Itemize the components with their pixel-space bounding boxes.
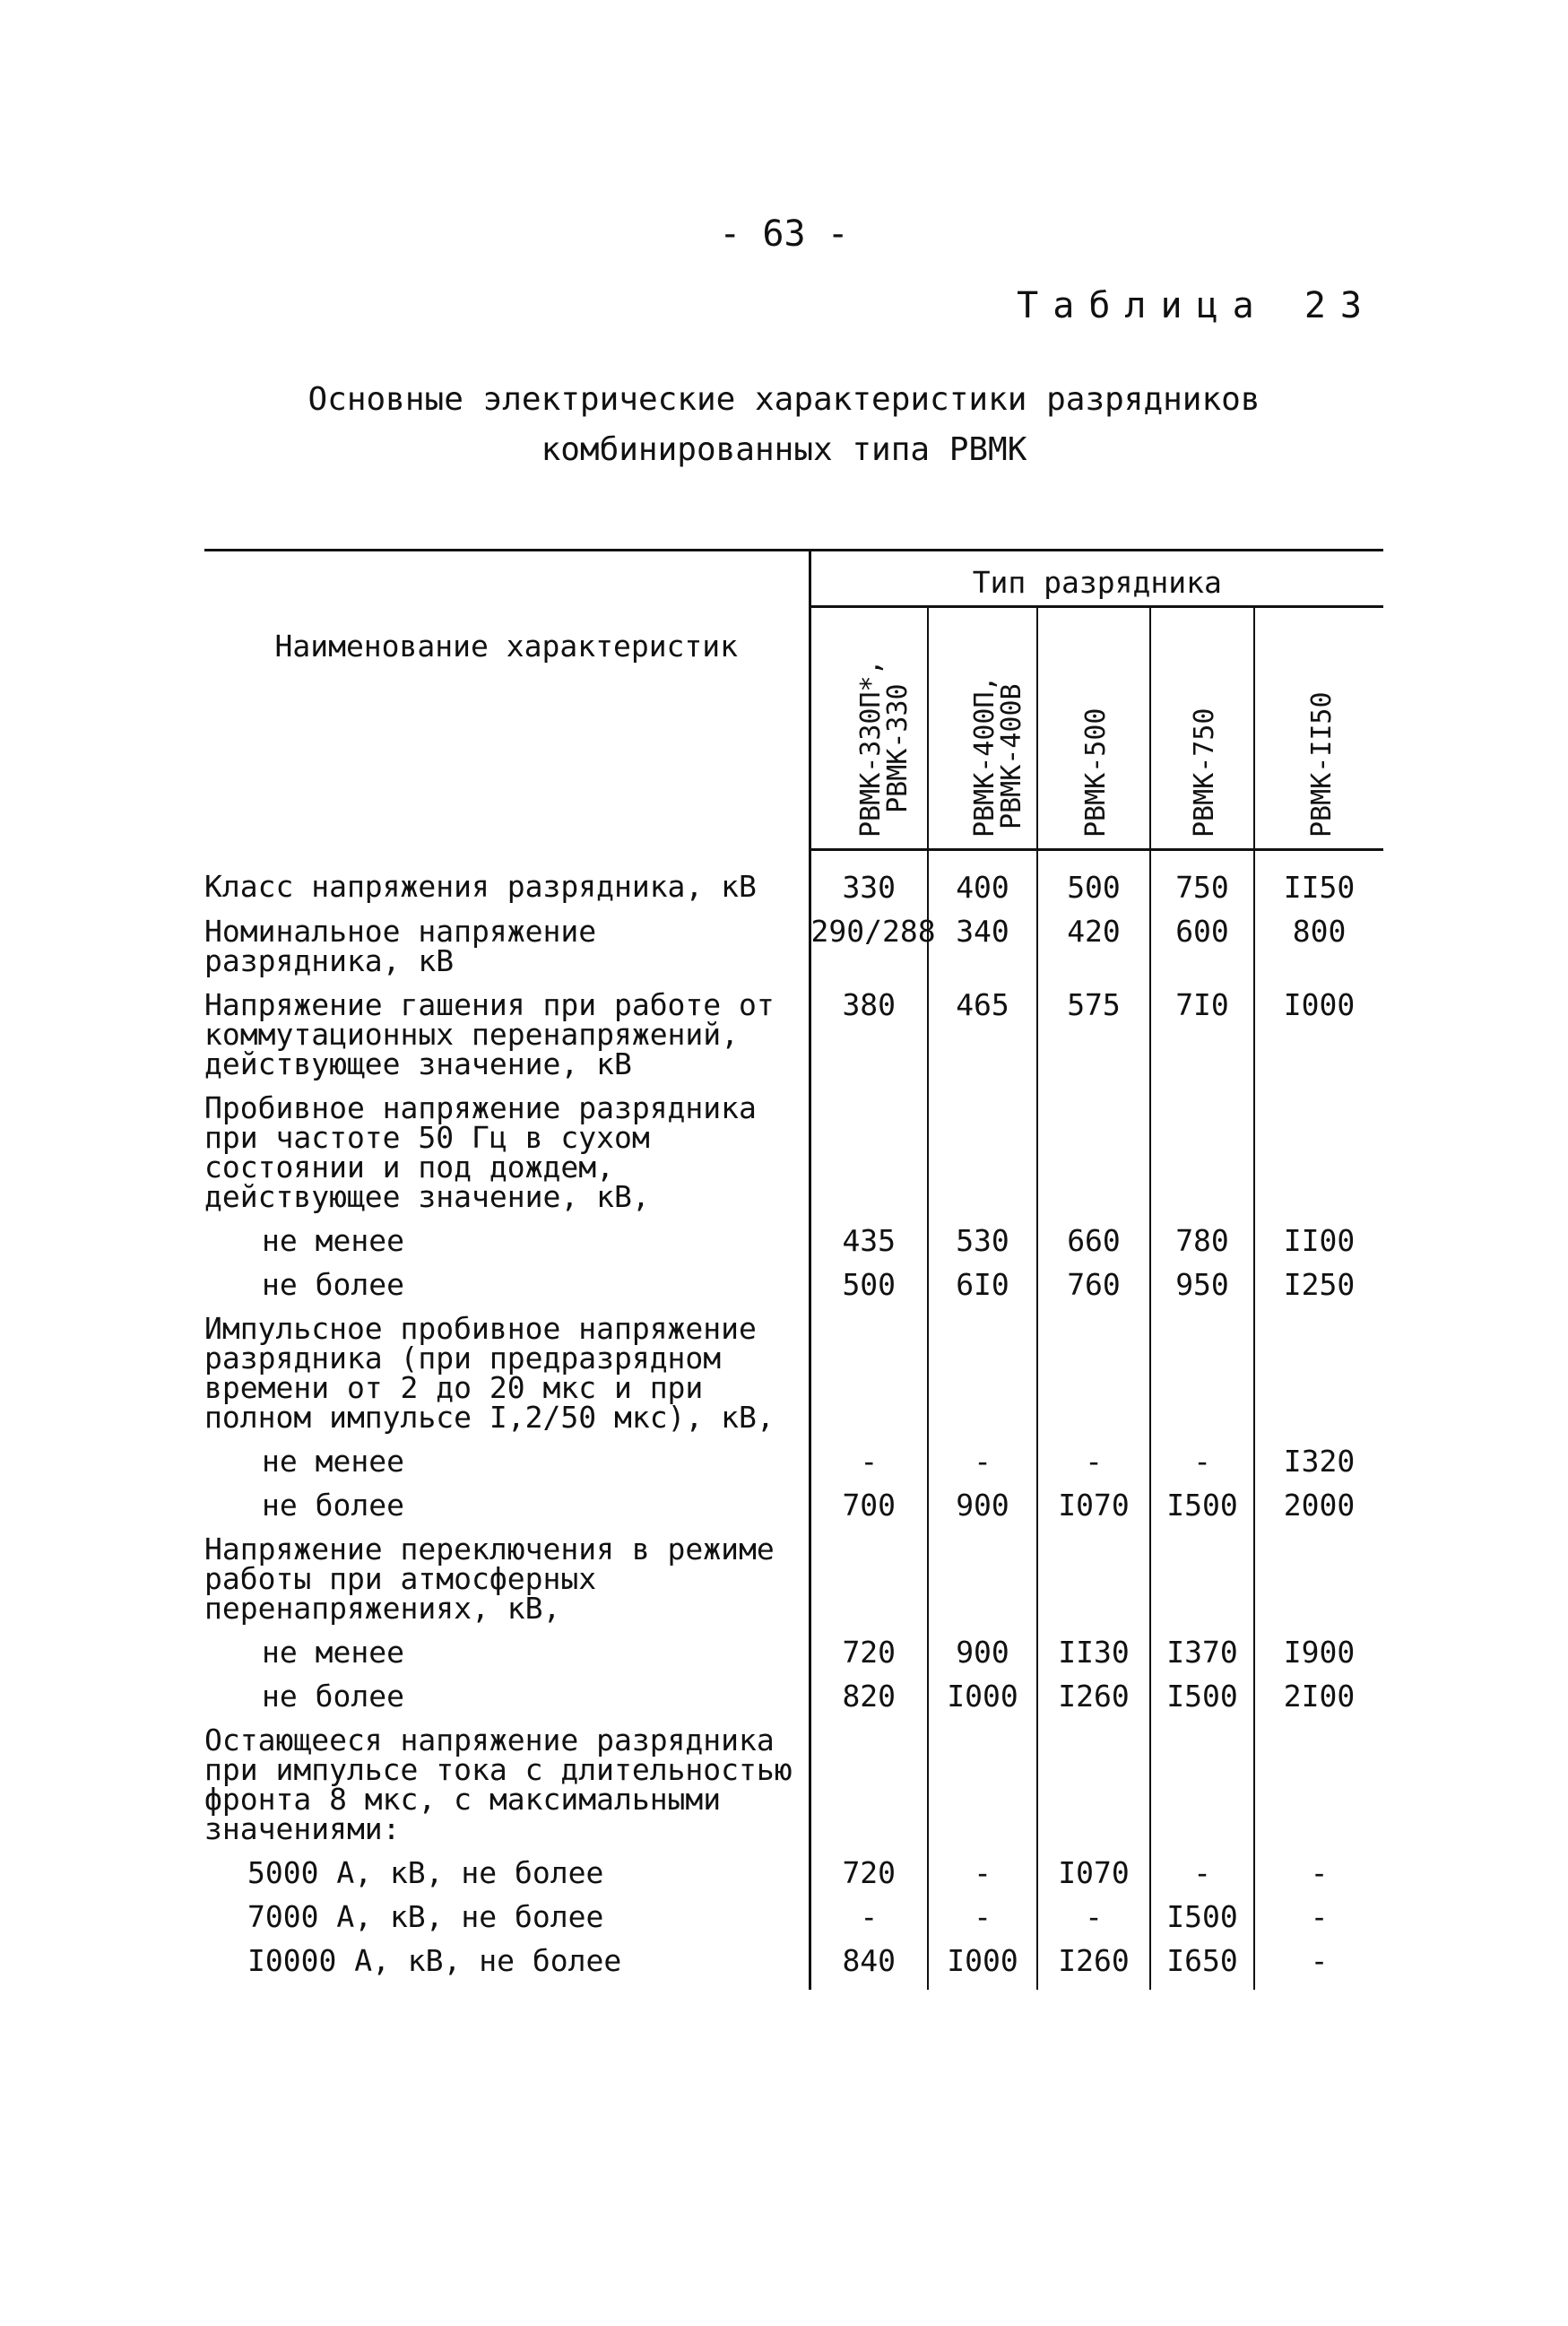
table-cell: 720 [810, 1858, 928, 1902]
table-cell [1150, 1314, 1254, 1446]
table-row [204, 1226, 1383, 1270]
table-cell: I900 [1283, 1635, 1356, 1670]
table-cell: 435 [810, 1226, 928, 1270]
table-cell: I070 [1037, 1858, 1150, 1902]
table-cell: - [928, 1446, 1037, 1490]
table-cell: 2000 [1283, 1488, 1356, 1523]
table-cell: 820 [810, 1681, 928, 1725]
table-title [0, 375, 1568, 475]
row-label: Импульсное пробивное напряжение разрядника (при предразрядном времени от 2 до 20 мкс и при полном импульсе I,2/50 мкс), кВ, [204, 1314, 810, 1446]
table-cell [1150, 1534, 1254, 1637]
column-header [1150, 607, 1254, 850]
table-cell [1037, 1534, 1150, 1637]
table-cell: - [1310, 1899, 1329, 1934]
table-row [204, 1446, 1383, 1490]
row-label: Напряжение переключения в режиме работы при атмосферных перенапряжениях, кВ, [204, 1534, 810, 1637]
table-cell: I500 [1150, 1681, 1254, 1725]
table-cell [1037, 1093, 1150, 1226]
table-cell: 290/288 [810, 916, 928, 990]
table-cell: 465 [928, 990, 1037, 1093]
table-cell: I260 [1037, 1681, 1150, 1725]
table-cell: 380 [810, 990, 928, 1093]
characteristics-table [204, 549, 1383, 1990]
table-cell [1254, 1093, 1383, 1226]
table-cell: I000 [928, 1946, 1037, 1990]
table-cell: I260 [1037, 1946, 1150, 1990]
title-line-1: Основные электрические характеристики разрядников [308, 381, 1260, 418]
table-cell: 330 [810, 850, 928, 917]
row-label: Пробивное напряжение разрядника при частоте 50 Гц в сухом состоянии и под дождем, действующее значение, кВ, [204, 1093, 810, 1226]
table-cell: 340 [928, 916, 1037, 990]
table-cell: 500 [1037, 850, 1150, 917]
table-row [204, 1725, 1383, 1858]
table-label: Таблица 23 [1017, 285, 1376, 326]
row-label: 7000 А, кВ, не более [204, 1902, 810, 1946]
table-cell: II00 [1283, 1223, 1356, 1258]
column-header [1037, 607, 1150, 850]
table-cell: 950 [1150, 1270, 1254, 1314]
row-label: Напряжение гашения при работе от коммутационных перенапряжений, действующее значение, кВ [204, 990, 810, 1093]
table-cell: I650 [1150, 1946, 1254, 1990]
title-line-2: комбинированных типа РВМК [541, 431, 1027, 468]
table-cell [810, 1093, 928, 1226]
table-cell: 660 [1037, 1226, 1150, 1270]
column-header [1254, 607, 1383, 850]
table-cell: - [810, 1902, 928, 1946]
table-cell: 7I0 [1150, 990, 1254, 1093]
table-cell: 6I0 [928, 1270, 1037, 1314]
table-cell: 420 [1037, 916, 1150, 990]
row-label: не менее [204, 1446, 810, 1490]
table-cell: II30 [1037, 1637, 1150, 1681]
table-row [204, 850, 1383, 917]
table-row [204, 1637, 1383, 1681]
table-cell: 575 [1037, 990, 1150, 1093]
table-cell [1254, 1534, 1383, 1637]
table-cell: 840 [810, 1946, 928, 1990]
table-cell: - [1150, 1446, 1254, 1490]
row-label: Остающееся напряжение разрядника при импульсе тока с длительностью фронта 8 мкс, с максимальными значениями: [204, 1725, 810, 1858]
table-cell: 400 [928, 850, 1037, 917]
table-cell: I000 [1283, 987, 1356, 1022]
table-cell: - [1037, 1446, 1150, 1490]
table-cell [1254, 1314, 1383, 1446]
table-cell: 900 [928, 1490, 1037, 1534]
table-cell [1150, 1093, 1254, 1226]
table-row [204, 1093, 1383, 1226]
table-cell: - [1037, 1902, 1150, 1946]
table-cell: 720 [810, 1637, 928, 1681]
table-cell [810, 1314, 928, 1446]
table-cell: - [928, 1858, 1037, 1902]
table-cell [1037, 1725, 1150, 1858]
page-number: - 63 - [719, 213, 849, 255]
table-cell: 780 [1150, 1226, 1254, 1270]
table-row [204, 1946, 1383, 1990]
table-cell [928, 1534, 1037, 1637]
table-cell [1037, 1314, 1150, 1446]
table-cell: 2I00 [1283, 1679, 1356, 1714]
table-cell: I500 [1150, 1902, 1254, 1946]
row-label: Класс напряжения разрядника, кВ [204, 850, 810, 917]
table-cell: 600 [1150, 916, 1254, 990]
table-cell: - [1310, 1943, 1329, 1978]
table-cell: I500 [1150, 1490, 1254, 1534]
table-cell [810, 1725, 928, 1858]
column-header-label: РВМК-II50 [1305, 691, 1338, 838]
table-row [204, 916, 1383, 990]
table-cell: - [1150, 1858, 1254, 1902]
table-cell: 500 [810, 1270, 928, 1314]
table-cell: - [810, 1446, 928, 1490]
row-label: не более [204, 1490, 810, 1534]
table-cell: - [928, 1902, 1037, 1946]
table-row [204, 1858, 1383, 1902]
column-header-label: РВМК-330П*, РВМК-330 [855, 659, 914, 838]
row-label: не менее [204, 1226, 810, 1270]
table-row [204, 1534, 1383, 1637]
column-header [810, 607, 928, 850]
table-cell: 900 [928, 1637, 1037, 1681]
table-row [204, 1681, 1383, 1725]
table-cell [928, 1093, 1037, 1226]
table-cell: I000 [928, 1681, 1037, 1725]
row-label: Номинальное напряжение разрядника, кВ [204, 916, 810, 990]
table-cell: 750 [1150, 850, 1254, 917]
table-cell [1254, 1725, 1383, 1858]
table-cell: 700 [810, 1490, 928, 1534]
table-cell [810, 1534, 928, 1637]
table-row [204, 1902, 1383, 1946]
table-cell: 800 [1292, 914, 1347, 949]
table-cell [928, 1314, 1037, 1446]
table-cell: - [1310, 1855, 1329, 1890]
table-cell: I370 [1150, 1637, 1254, 1681]
row-label: не более [204, 1270, 810, 1314]
column-header-label: РВМК-500 [1080, 707, 1112, 838]
row-label: не более [204, 1681, 810, 1725]
table-cell: 760 [1037, 1270, 1150, 1314]
table-cell: 530 [928, 1226, 1037, 1270]
table-body [204, 850, 1383, 1991]
table-row [204, 1490, 1383, 1534]
table-row [204, 1314, 1383, 1446]
table-cell: II50 [1283, 870, 1356, 905]
table-row [204, 990, 1383, 1093]
name-column-header: Наименование характеристик [204, 551, 810, 850]
table-cell: I250 [1283, 1267, 1356, 1302]
column-header [928, 607, 1037, 850]
type-group-header: Тип разрядника [810, 551, 1383, 607]
table-cell: I070 [1037, 1490, 1150, 1534]
row-label: I0000 А, кВ, не более [204, 1946, 810, 1990]
table-cell [1150, 1725, 1254, 1858]
column-header-label: РВМК-400П, РВМК-400В [969, 675, 1027, 838]
row-label: 5000 А, кВ, не более [204, 1858, 810, 1902]
table-row [204, 1270, 1383, 1314]
table-cell [928, 1725, 1037, 1858]
column-header-label: РВМК-750 [1189, 707, 1220, 838]
row-label: не менее [204, 1637, 810, 1681]
table-cell: I320 [1283, 1444, 1356, 1479]
